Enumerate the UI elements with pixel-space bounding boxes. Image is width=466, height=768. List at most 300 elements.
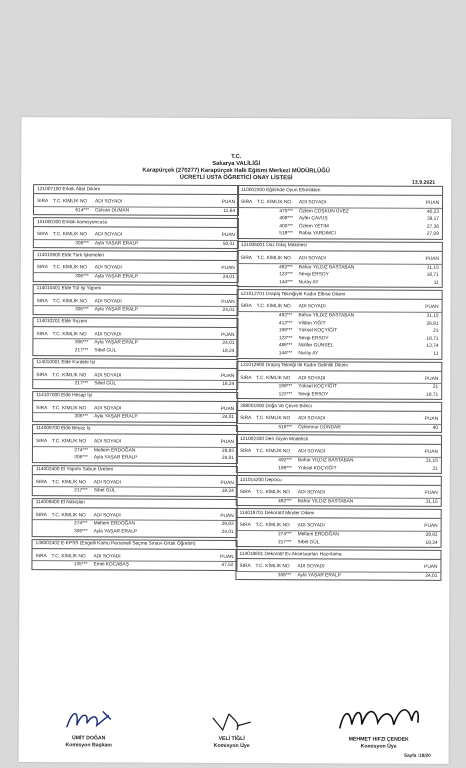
row-tc: 405*** <box>279 223 293 230</box>
row-sira <box>241 264 257 272</box>
table-row <box>237 350 441 358</box>
header-name: ADI SOYADI <box>95 199 123 205</box>
header-name: ADI SOYADI <box>297 523 325 529</box>
row-puan: 38,17 <box>426 217 439 223</box>
course-block <box>32 465 238 497</box>
row-tc: 516*** <box>278 425 293 431</box>
row-puan: 31,15 <box>426 265 439 271</box>
course-title: 114009700 Elde Beyaz İş <box>33 425 237 435</box>
row-sira <box>36 413 52 421</box>
course-block <box>236 361 442 401</box>
row-sira <box>241 223 257 231</box>
row-tc: 274*** <box>277 532 292 538</box>
course-block <box>236 508 442 548</box>
row-tc: 306*** <box>74 414 89 420</box>
table-row <box>34 207 238 215</box>
header-name: ADI SOYADI <box>298 416 326 422</box>
header-sira: SIRA <box>36 372 48 378</box>
course-title: 151000300 Emlak komisyoncusu <box>34 218 238 228</box>
row-puan: 21 <box>433 328 439 335</box>
row-puan: 29,83 <box>221 448 234 454</box>
table-row <box>33 347 237 355</box>
table-row <box>237 424 441 432</box>
row-puan: 18,24 <box>222 348 235 354</box>
row-name: Ayla YAŞAR ERALP <box>94 274 139 280</box>
row-puan: 24,01 <box>222 308 235 314</box>
row-tc: 274*** <box>74 447 88 453</box>
table-row <box>237 539 441 547</box>
course-title: 114018701 Dekoratif Minder Dikimi <box>237 509 441 519</box>
course-title: 114010401 Elde Tül İşi Yapımı <box>34 285 238 295</box>
course-block <box>236 434 442 474</box>
row-name: Meltem ERDOĞAN <box>297 532 339 538</box>
row-name: Sibel GÜL <box>94 381 117 387</box>
course-block <box>32 424 238 464</box>
header-tc: T.C. KİMLİK NO <box>255 490 290 496</box>
row-tc: 492*** <box>278 313 293 319</box>
row-name: Gülcan DUMAN <box>94 207 130 214</box>
row-sira <box>36 528 52 536</box>
signer-name: MEHMET HIFZI ÇENDEK <box>348 736 409 743</box>
row-sira <box>240 457 256 465</box>
handwritten-signature-3 <box>334 700 424 736</box>
course-block <box>236 289 442 359</box>
row-tc: 144*** <box>279 279 293 286</box>
row-name: Ayla YAŞAR ERALP <box>297 573 341 579</box>
header-puan: PUAN <box>221 199 236 205</box>
row-tc: 518*** <box>279 231 293 237</box>
course-block <box>33 184 239 216</box>
header-sira: SIRA <box>36 331 48 337</box>
header-sira: SIRA <box>36 405 48 411</box>
course-block <box>32 358 238 390</box>
header-name: ADI SOYADI <box>297 490 325 496</box>
header-puan: PUAN <box>425 200 440 206</box>
header-sira: SIRA <box>241 200 253 206</box>
row-puan: 18,24 <box>425 540 438 546</box>
signature-block-chair <box>49 705 129 748</box>
handwritten-signature-2 <box>207 706 257 736</box>
row-name: Nülifer GÜNSEL <box>298 343 334 349</box>
signer-role: Komisyon Üye <box>360 743 397 750</box>
course-block <box>237 185 443 240</box>
header-tc: T.C. KİMLİK NO <box>255 449 291 455</box>
row-tc: 274*** <box>74 521 88 527</box>
table-row <box>237 498 441 506</box>
table-row <box>33 413 237 421</box>
header-name: ADI SOYADI <box>94 332 122 338</box>
header-puan: PUAN <box>220 554 234 560</box>
header-puan: PUAN <box>424 450 438 456</box>
header-puan: PUAN <box>220 406 235 412</box>
row-puan: 29,83 <box>425 532 438 538</box>
header-puan: PUAN <box>221 233 235 239</box>
row-puan: 31,15 <box>426 313 439 319</box>
header-name: ADI SOYADI <box>298 256 326 262</box>
row-tc: 614*** <box>75 207 90 213</box>
row-tc: 492*** <box>278 499 292 505</box>
row-sira <box>36 380 52 388</box>
row-tc: 306*** <box>75 241 89 247</box>
row-tc: 217*** <box>74 348 89 354</box>
header-tc: T.C. KİMLİK NO <box>257 200 292 206</box>
table-row <box>33 528 237 536</box>
row-puan: 18,24 <box>221 489 234 495</box>
header-puan: PUAN <box>220 513 234 519</box>
header-line-tc: T.C. <box>231 153 242 161</box>
row-puan: 24,01 <box>222 341 235 347</box>
course-block <box>237 241 443 288</box>
row-sira <box>37 273 53 281</box>
row-name: Nuray AY <box>298 280 319 286</box>
header-name: ADI SOYADI <box>93 513 121 519</box>
row-sira <box>240 350 256 358</box>
course-block <box>236 401 442 433</box>
row-sira <box>240 327 256 335</box>
row-puan: 11 <box>433 351 439 357</box>
row-tc: 199*** <box>278 465 292 471</box>
row-puan: 24,01 <box>221 530 234 536</box>
row-puan: 27,36 <box>426 224 439 230</box>
row-sira <box>37 240 53 248</box>
header-tc: T.C. KİMLİK NO <box>52 405 87 412</box>
row-puan: 31,15 <box>425 458 438 464</box>
row-name: Bahar YILDIZ BASTABAN <box>298 313 355 319</box>
header-puan: PUAN <box>424 524 438 530</box>
header-puan: PUAN <box>220 480 234 486</box>
header-sira: SIRA <box>35 513 47 519</box>
row-sira <box>36 347 52 355</box>
course-title: 121007100 Erkek Atlet Dikimi <box>34 185 238 195</box>
row-sira <box>36 339 52 347</box>
table-row <box>33 487 237 495</box>
row-tc: 306*** <box>74 340 89 346</box>
header-name: ADI SOYADI <box>94 232 123 238</box>
row-sira <box>241 312 257 320</box>
row-name: Ayla YAŞAR ERALP <box>94 340 138 346</box>
course-title: 114002400 El Yapımı Sabun Üretimi <box>33 466 237 476</box>
header-tc: T.C. KİMLİK NO <box>256 256 291 262</box>
row-name: Yüksel KOÇYİĞİT <box>298 328 338 334</box>
row-tc: 475*** <box>279 208 294 214</box>
row-tc: 135*** <box>73 562 88 568</box>
row-name: Vildan YİĞİT <box>298 320 326 326</box>
row-puan: 27,09 <box>426 232 439 238</box>
row-sira <box>240 383 256 391</box>
row-sira <box>241 271 257 279</box>
row-sira <box>241 279 257 287</box>
header-line-valilik: Sakarya VALİLİĞİ <box>212 160 261 168</box>
header-name: ADI SOYADI <box>298 304 326 310</box>
header-sira: SIRA <box>35 479 48 485</box>
row-tc: 492*** <box>279 264 293 270</box>
header-sira: SIRA <box>239 564 251 570</box>
row-name: Yüksel KOÇYİĞİT <box>297 465 337 472</box>
row-name: Sevgi ERSOY <box>298 335 329 342</box>
header-puan: PUAN <box>425 305 439 311</box>
header-tc: T.C. KİMLİK NO <box>256 416 291 422</box>
row-name: Özlemnur DÜNDAR <box>298 425 341 431</box>
header-puan: PUAN <box>424 376 439 382</box>
row-name: Meltem ERDOĞAN <box>93 447 136 454</box>
row-sira <box>240 391 256 399</box>
table-row <box>33 454 237 462</box>
signer-role: Komisyon Üye <box>213 742 250 749</box>
course-block <box>235 549 441 581</box>
signer-name: ÜMİT DOĞAN <box>71 735 106 742</box>
header-puan: PUAN <box>424 491 438 497</box>
row-tc: 492*** <box>278 458 292 464</box>
row-tc: 217*** <box>74 488 88 494</box>
row-sira <box>37 207 53 215</box>
header-sira: SIRA <box>240 375 252 381</box>
row-sira <box>240 335 256 343</box>
header-line-institution: Karapürçek (270277) Karapürçek Halk Eğitimi Merkezi MÜDÜRLÜĞÜ <box>142 167 330 175</box>
row-name: Sevgi ERSOY <box>298 272 329 278</box>
table-row <box>32 561 236 569</box>
row-tc: 408*** <box>279 216 293 222</box>
header-sira: SIRA <box>37 199 49 205</box>
header-name: ADI SOYADI <box>94 372 122 379</box>
row-tc: 123*** <box>279 272 293 278</box>
header-tc: T.C. KİMLİK NO <box>51 553 86 560</box>
header-puan: PUAN <box>221 266 235 272</box>
row-puan: 40 <box>432 425 439 431</box>
table-row <box>238 279 442 287</box>
course-block <box>33 217 239 249</box>
course-block <box>32 498 238 538</box>
table-row <box>236 572 440 580</box>
header-sira: SIRA <box>36 298 48 304</box>
header-puan: PUAN <box>424 417 439 423</box>
header-tc: T.C. KİMLİK NO <box>256 304 291 310</box>
signature-block-member-2 <box>329 700 429 749</box>
header-tc: T.C. KİMLİK NO <box>52 265 87 271</box>
row-name: Meltem ERDOĞAN <box>93 521 135 528</box>
row-puan: 26,81 <box>426 321 439 327</box>
row-name: Ayla YAŞAR ERALP <box>94 414 138 420</box>
table-row <box>237 391 441 399</box>
course-title: 136002402 E-KPSS (Engelli Kamu Personeli Seçme Sınavı-Ortak Öğretim) <box>33 540 237 550</box>
row-name: Ayfer ÇAVUŞ <box>298 216 328 222</box>
row-name: Ayla YAŞAR ERALP <box>94 307 139 313</box>
header-line-list-title: ÜCRETLİ USTA ÖĞRETİCİ ONAY LİSTESİ <box>179 174 293 182</box>
row-tc: 486*** <box>278 343 293 349</box>
header-sira: SIRA <box>36 265 48 271</box>
header-tc: T.C. KİMLİK NO <box>52 331 87 338</box>
header-name: ADI SOYADI <box>94 298 122 305</box>
course-title: 121014200 Depocu <box>237 476 441 486</box>
table-row <box>238 230 442 238</box>
row-tc: 306*** <box>73 529 88 535</box>
row-tc: 123*** <box>278 391 293 397</box>
row-puan: 24,01 <box>221 456 234 462</box>
row-sira <box>239 572 255 580</box>
row-sira <box>240 424 256 432</box>
course-block <box>31 539 237 571</box>
row-puan: 29,83 <box>221 522 234 528</box>
header-name: ADI SOYADI <box>298 375 326 381</box>
header-sira: SIRA <box>239 449 252 455</box>
row-name: Sibel GÜL <box>93 488 116 494</box>
header-tc: T.C. KİMLİK NO <box>255 564 290 570</box>
header-name: ADI SOYADI <box>93 439 122 445</box>
row-puan: 18,71 <box>426 272 439 279</box>
row-puan: 11,64 <box>223 208 236 214</box>
row-puan: 24,01 <box>222 274 235 280</box>
table-row <box>33 380 237 388</box>
course-title: 110002300 Eğitimde Oyun Etkinlikleri <box>238 186 442 196</box>
header-puan: PUAN <box>221 332 235 338</box>
course-title: 114018601 Dekoratif Ev Aksesuarları Hazırlama <box>236 550 440 560</box>
header-tc: T.C. KİMLİK NO <box>255 523 290 529</box>
document-header <box>21 117 451 183</box>
course-title: 388001900 Doğa Ve Çevre Bilinci <box>237 402 441 412</box>
table-row <box>34 306 238 314</box>
row-name: Emel KOCABAŞ <box>93 562 129 568</box>
header-sira: SIRA <box>35 439 48 445</box>
row-sira <box>36 521 52 529</box>
course-title: 114010001 Elde Kurdele İşi <box>33 359 237 369</box>
course-block <box>32 317 238 357</box>
signer-role: Komisyon Başkanı <box>65 741 112 748</box>
header-sira: SIRA <box>36 232 49 238</box>
course-block <box>33 250 239 282</box>
course-title: 114010600 Elde Türk İşlemeleri <box>34 251 238 261</box>
header-tc: T.C. KİMLİK NO <box>51 513 86 519</box>
row-sira <box>241 230 257 238</box>
header-tc: T.C. KİMLİK NO <box>256 375 291 381</box>
header-tc: T.C. KİMLİK NO <box>53 199 88 205</box>
row-tc: 199*** <box>278 384 293 390</box>
row-puan: 24,01 <box>222 415 235 421</box>
row-tc: 306*** <box>277 573 292 579</box>
header-sira: SIRA <box>240 255 253 262</box>
row-sira <box>36 447 52 455</box>
row-sira <box>241 208 257 216</box>
course-title: 121006001 Düz Dikiş Makinesi <box>238 242 442 252</box>
row-name: Bahar YILDIZ BASTABAN <box>297 458 354 464</box>
row-name: Sibel GÜL <box>94 348 117 354</box>
document-date: 13.9.2021 <box>412 179 436 186</box>
header-sira: SIRA <box>240 416 252 422</box>
course-title: 121012701 Drapaj Tekniğiyle Kadın Elbise Dikimi <box>238 290 442 300</box>
course-block <box>33 284 239 316</box>
row-sira <box>240 539 256 547</box>
header-puan: PUAN <box>425 256 439 262</box>
row-puan: 11 <box>433 280 439 286</box>
row-puan: 18,71 <box>426 392 439 398</box>
row-sira <box>240 465 256 473</box>
course-block <box>32 391 238 423</box>
row-tc: 306*** <box>74 455 88 461</box>
row-puan: 18,71 <box>426 336 439 342</box>
header-name: ADI SOYADI <box>94 265 122 271</box>
header-tc: T.C. KİMLİK NO <box>52 232 88 238</box>
row-tc: 217*** <box>277 539 292 545</box>
row-name: Nuray AY <box>298 351 319 357</box>
course-block <box>236 475 442 507</box>
row-sira <box>37 306 53 314</box>
row-name: Ayla YAŞAR ERALP <box>93 529 138 535</box>
header-sira: SIRA <box>239 490 251 496</box>
left-column <box>31 184 239 573</box>
row-sira <box>240 531 256 539</box>
row-tc: 306*** <box>74 307 89 313</box>
header-name: ADI SOYADI <box>297 564 325 570</box>
row-name: Ayla YAŞAR ERALP <box>93 455 138 461</box>
header-puan: PUAN <box>424 565 438 571</box>
table-row <box>34 273 238 281</box>
header-puan: PUAN <box>220 373 235 379</box>
row-puan: 47,52 <box>221 563 234 569</box>
row-sira <box>36 454 52 462</box>
row-tc: 217*** <box>74 381 89 387</box>
handwritten-signature-1 <box>59 705 119 735</box>
header-puan: PUAN <box>221 299 235 305</box>
row-tc: 199*** <box>278 328 293 334</box>
course-title: 114009400 El Nakışları <box>33 499 237 509</box>
row-sira <box>241 215 257 223</box>
row-puan: 21 <box>432 466 438 472</box>
right-column <box>235 185 443 583</box>
row-tc: 144*** <box>278 351 293 357</box>
table-row <box>237 465 441 473</box>
row-name: Yüksel KOÇYİĞİT <box>298 384 337 390</box>
row-tc: 123*** <box>278 335 293 341</box>
header-tc: T.C. KİMLİK NO <box>51 439 87 445</box>
row-puan: 24,01 <box>425 573 438 579</box>
row-puan: 18,24 <box>222 382 235 388</box>
row-puan: 40,23 <box>426 209 440 215</box>
header-sira: SIRA <box>35 553 47 559</box>
signature-area <box>19 705 449 762</box>
row-sira <box>240 498 256 506</box>
row-sira <box>240 342 256 350</box>
course-title: 114107000 Elde Hesap İşi <box>33 392 237 402</box>
table-row <box>34 240 238 248</box>
row-name: Bahar YILDIZ BASTABAN <box>297 499 354 505</box>
header-puan: PUAN <box>220 439 235 445</box>
row-puan: 21 <box>432 384 439 390</box>
header-sira: SIRA <box>239 523 251 529</box>
row-name: Özlem YETİM <box>298 224 329 230</box>
header-name: ADI SOYADI <box>94 406 122 412</box>
row-sira <box>240 320 256 328</box>
row-name: Sevgi ERSOY <box>298 391 329 398</box>
row-name: Ayla YAŞAR ERALP <box>94 241 139 247</box>
row-name: Bahar YILDIZ BASTABAN <box>298 264 355 271</box>
course-title: 121002300 Deri Giyim Modelisti <box>237 435 441 445</box>
header-tc: T.C. KİMLİK NO <box>52 372 87 378</box>
header-tc: T.C. KİMLİK NO <box>52 298 87 304</box>
page-number: Sayfa :18/20 <box>404 752 431 758</box>
header-name: ADI SOYADI <box>299 200 327 206</box>
header-name: ADI SOYADI <box>93 554 121 560</box>
course-title: 114010201 Elde Suzeni <box>33 318 237 328</box>
row-sira <box>36 487 52 495</box>
header-sira: SIRA <box>240 304 252 310</box>
row-sira <box>35 561 51 569</box>
row-name: Özlem COŞKUN ÜVEZ <box>298 208 349 215</box>
row-name: Sibel GÜL <box>297 539 320 545</box>
row-tc: 306*** <box>75 274 89 280</box>
row-puan: 13,74 <box>426 344 439 350</box>
row-puan: 31,15 <box>425 499 438 505</box>
signature-block-member-1 <box>197 706 267 749</box>
row-name: Rabia YARDIMCI <box>298 231 336 237</box>
row-tc: 412*** <box>278 320 293 326</box>
